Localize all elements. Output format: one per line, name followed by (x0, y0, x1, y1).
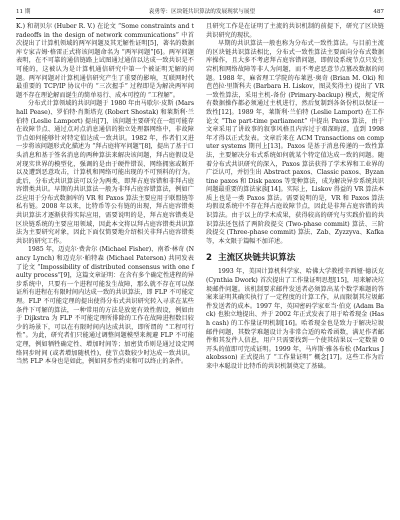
running-header (16, 9, 384, 19)
section-number: 2 (206, 253, 212, 264)
paragraph: 早期的共识算法一般也称为分布式一致性算法。与目前主流的区块链共识算法相比，分布式一致性算法主要面向分布式数据库操作，且大多不考虑拜占庭容错问题，即假设系统节点只发生宕机和网络故障等非人为问题，而不考虑恶意节点篡改数据的问题。1988 年，麻省理工学院的布莱恩·奥奇 (Brian M. Oki) 和芭芭拉·里斯科夫 (Barbara H. Liskov，图灵奖得主) 提出了 VR 一致性算法，采用主机-备份 (Primary-backup) 模式，规定所有数据操作都必须通过主机进行，然后复制到各备份机以保证一致性[12]。1989 年，莱斯利·兰伯特 (Leslie Lamport) 在工作论文 “The part-time parliament” 中提出 Paxos 算法，由于文章采用了讲故事的叙事风格且内容过于艰深晦涩，直到 1998 年才得以正式发表。文章后来在 ACM Transactions on computer systems 期刊上[13]。Paxos 是基于消息传递的一致性算法，主要解决分布式系统如何就某个特定值达成一致的问题。随着分布式共识研究的深入，Paxos 算法获得了学术界和工业界的广泛认可，并衍生出 Abstract paxos、Classic paxos、Byzantine paxos 和 Disk paxos 等变种算法，成为解决异步系统共识问题最重要的算法家族[14]。实际上，Liskov 得益的 VR 算法本质上也是一类 Paxos 算法。需要说明的是，VR 和 Paxos 算法均假设系统中不存在拜占庭故障节点，因此是非拜占庭容错的共识算法。由于以上的学术成果，获得较高的研究与实践价值的共识算法还包括了两阶段提交 (Two-phase commit) 算法、三阶段提交 (Three-phase commit) 算法、Zab、Zyzzyva、Kafka 等，本文限于篇幅不加详述。 (206, 40, 384, 245)
section-title: 主流区块链共识算法 (217, 253, 296, 264)
header-page-number: 487 (373, 9, 384, 15)
paragraph: 1985 年，迈克尔·费舍尔 (Michael Fisher)、南希·林奇 (Nancy Lynch) 和迈克尔·帕特森 (Michael Paterson) 共同发表了论文 “Impossibility of distributed consensus with one faulty process”[9]，这篇文章证明：在含有多个确定性进程的异步系统中，只要有一个进程可能发生故障，那么就不存在可以保证所有进程在有限时间内达成一致的共识算法，即 FLP 不可能定理。FLP 不可能定理的提出使得分布式共识研究转入寻求在某些条件下可解的算法，一种常用的方法是放宽有效性假设，例如由于 Dijkstra 为 FLP 不可能定理所排除的工作在故障进程数目较少的场景下，可以在有限时间内达成共识，即所谓的 “工程可行性”。为此，研究者们只能通过调整问题模型来规避 FLP 不可能定理，例如牺牲确定性、增加时间等；加密货币则是通过设定网络同步时间 (或者增加随机性)，使节点数较少时达成一致共识。当然 FLP 本身也是如此，例如同步性约束和可以终止的条件。 (16, 246, 194, 366)
section-heading (206, 253, 384, 263)
paragraph: 分布式计算领域的共识问题于 1980 年由马歇尔·皮斯 (Marshall Pease)、罗伯特·肖斯塔克 (Robert Shostak) 和莱斯利·兰伯特 (Leslie Lamport) 提出[7]，该问题主要研究在一组可能存在故障节点、通过点对点消息通信的独立处理器网络中，非故障节点如何能够针对特定值达成一致共识。1982 年，作者们又进一步将该问题形式化描述为 “拜占庭将军问题”[8]，提出了基于口头消息和基于签名消息的两种算法来解决该问题，拜占庭假设是对现实世界的模型化，强调的是由于硬件错误、网络拥塞或断开以及遭到恶意攻击，计算机和网络可能出现的不可预料的行为。此后，分布式共识算法可以分为两类，即拜占庭容错和非拜占庭容错类共识。早期的共识算法一般为非拜占庭容错算法，例如广泛应用于分布式数据库的 VR 和 Paxos 算法主要应用于联盟链等私有链。2008 年以来，比特币等公有链的出现，拜占庭容错类共识算法才逐渐获得实际应用，需要说明的是，拜占庭容错类是区块链系统的主要应用领域，因此本文将以拜占庭容错类共识算法为主要研究对象，因此下面仅简要地介绍相关非拜占庭容错类共识的研究工作。 (16, 100, 194, 245)
paragraph: 1993 年，美国计算机科学家、哈佛大学教授辛西娅·德沃克 (Cynthia Dwork) 首次提出了工作量证明思想[15]，用来解决垃圾邮件问题。该机制要求邮件发送者必须算出某个数学难题的答案来证明其确实执行了一定程度的计算工作，从而限制其垃圾邮件发送者的成本。1997 年，英国密码学家亚当·伯克 (Adam Back) 也独立地提出、并于 2002 年正式发表了用于哈希现金 (Hash cash) 的工作量证明机制[16]。哈希现金也是致力于解决垃圾邮件问题，其数学难题设计为非常合适的哈希函数，满足作者邮件和其发件人信息，用户只需要找到一个使其结果以一定数量 0 开头的值即可完成证明。1999 年，马库斯·雅各布松 (Markus Jakobsson) 正式提出了 “工作量证明” 概念[17]。这些工作为后来中本聪设计比特币的共识机制奠定了基础。 (206, 268, 384, 370)
right-column (206, 23, 384, 372)
left-column (16, 23, 194, 372)
paragraph: K.) 和胡贝尔 (Huber R. V.) 在论文 “Some constraints and tradeoffs in the design of network communications” 中首次提出了计算机领域的两军问题及其无解性证明[5]，著名的数据库专家吉姆·格雷正式将该问题命名为 “两军问题”[6]。两军问题表明，在不可靠的通信链路上试图通过通信以达成一致共识是不可能的，这被认为是计算机通信研究中第一个被证明无解的问题。两军问题对计算机通信研究产生了重要的影响，互联网时代最重要的 TCP/IP 协议中的 “三次握手” 过程即是为解决两军问题不存在理论解而诞生的简单易行、成本可控的 “工程解”。 (16, 23, 194, 99)
two-column-body (16, 23, 384, 372)
header-title: 袁勇等：区块链共识算法的发展现状与展望 (148, 9, 256, 15)
paragraph: 且研究工作是在证明了主流的共识机制的前提下，研究了区块链共识研究的现状。 (206, 23, 384, 39)
header-issue: 11 期 (16, 9, 31, 15)
